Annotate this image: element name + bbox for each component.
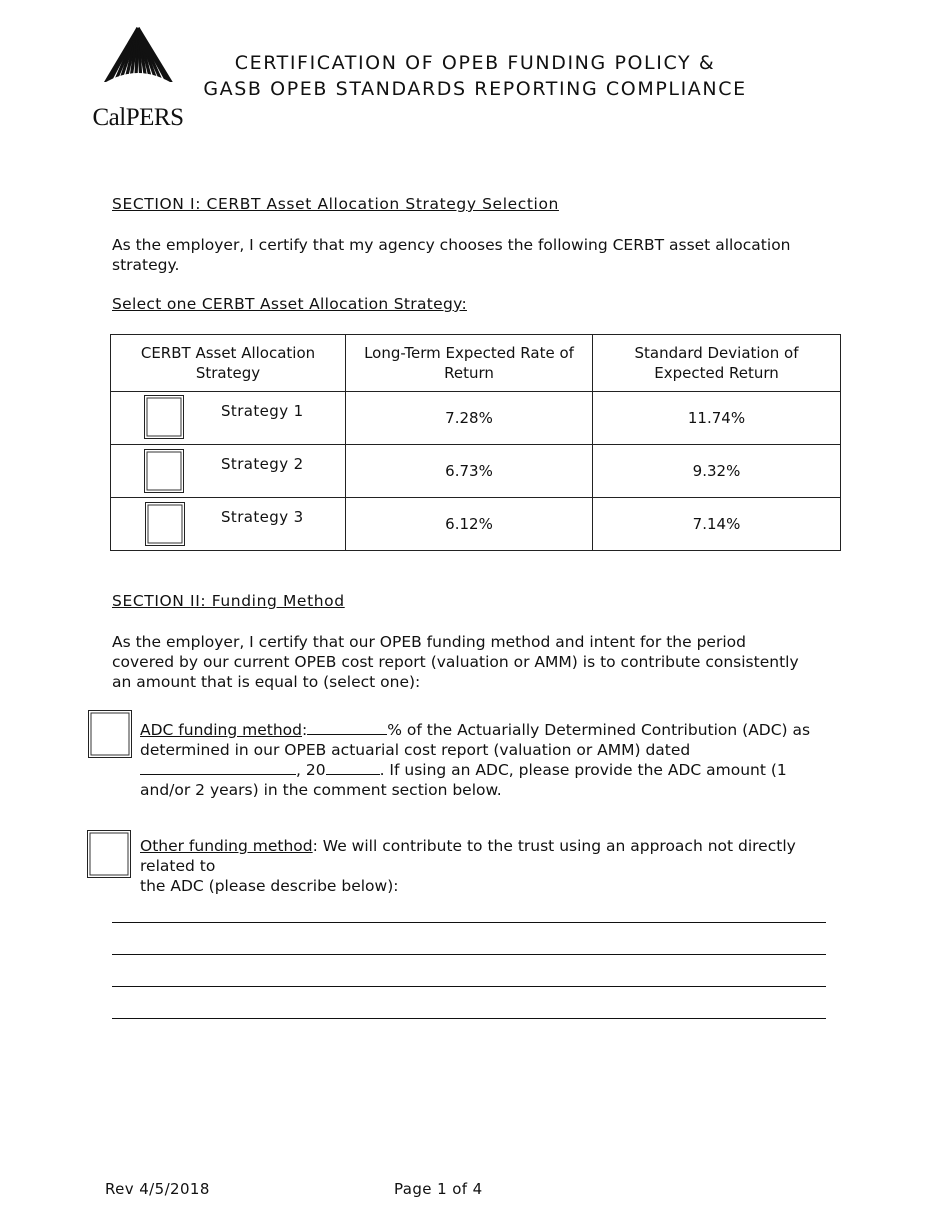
table-row	[111, 392, 841, 445]
calpers-logo	[86, 26, 190, 132]
table-row	[111, 445, 841, 498]
page-number: Page 1 of 4	[394, 1180, 483, 1198]
description-line-1[interactable]	[112, 922, 826, 923]
section2-heading: SECTION II: Funding Method	[112, 592, 345, 610]
stddev-cell: 9.32%	[593, 445, 841, 498]
report-year-field[interactable]	[326, 760, 380, 775]
logo-wordmark: CalPERS	[92, 104, 184, 131]
strategy-label: Strategy 1	[221, 402, 304, 420]
strategy-3-checkbox[interactable]	[145, 502, 185, 546]
table-row	[111, 498, 841, 551]
header-strategy: CERBT Asset Allocation Strategy	[111, 335, 346, 392]
select-strategy-label: Select one CERBT Asset Allocation Strategy:	[112, 295, 467, 313]
calpers-sunburst-icon	[86, 26, 190, 106]
strategy-cell	[111, 498, 346, 551]
title-line-1: CERTIFICATION OF OPEB FUNDING POLICY &	[234, 52, 716, 74]
stddev-cell: 7.14%	[593, 498, 841, 551]
section1-heading: SECTION I: CERBT Asset Allocation Strategy Selection	[112, 195, 559, 213]
adc-funding-checkbox[interactable]	[88, 710, 132, 758]
header-stddev: Standard Deviation of Expected Return	[593, 335, 841, 392]
strategy-label: Strategy 3	[221, 508, 304, 526]
title-line-2: GASB OPEB STANDARDS REPORTING COMPLIANCE	[203, 78, 747, 100]
revision-date: Rev 4/5/2018	[105, 1180, 210, 1198]
adc-percent-field[interactable]	[307, 720, 387, 735]
table-header-row	[111, 335, 841, 392]
description-line-4[interactable]	[112, 1018, 826, 1019]
header-rate: Long-Term Expected Rate of Return	[346, 335, 593, 392]
section1-intro: As the employer, I certify that my agency chooses the following CERBT asset allocation strategy.	[112, 236, 791, 274]
section2-intro: As the employer, I certify that our OPEB funding method and intent for the period covered by our current OPEB cost report (valuation or AMM) is to contribute consistently an amount that is equal to (select one):	[112, 633, 799, 691]
rate-cell: 6.12%	[346, 498, 593, 551]
rate-cell: 7.28%	[346, 392, 593, 445]
other-funding-label: Other funding method	[140, 837, 313, 855]
other-funding-option: Other funding method: We will contribute to the trust using an approach not directly related to the ADC (please describe below):	[140, 837, 796, 895]
report-date-field[interactable]	[140, 760, 296, 775]
strategy-2-checkbox[interactable]	[144, 449, 184, 493]
other-funding-checkbox[interactable]	[87, 830, 131, 878]
strategy-label: Strategy 2	[221, 455, 304, 473]
strategy-table	[110, 334, 841, 551]
page-title	[190, 50, 760, 102]
strategy-cell	[111, 445, 346, 498]
adc-funding-label: ADC funding method	[140, 721, 302, 739]
stddev-cell: 11.74%	[593, 392, 841, 445]
adc-funding-option: ADC funding method: % of the Actuarially Determined Contribution (ADC) as determined in our OPEB actuarial cost report (valuation or AMM) dated , 20 . If using an ADC, please provide the ADC amount (1 and/or 2 years) in the comment section below.	[140, 721, 811, 799]
description-line-3[interactable]	[112, 986, 826, 987]
strategy-cell	[111, 392, 346, 445]
strategy-1-checkbox[interactable]	[144, 395, 184, 439]
description-line-2[interactable]	[112, 954, 826, 955]
rate-cell: 6.73%	[346, 445, 593, 498]
